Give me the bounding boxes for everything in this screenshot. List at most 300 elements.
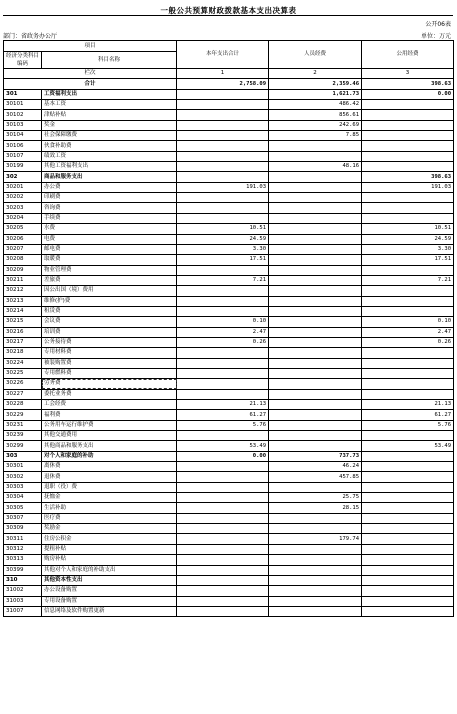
table-row	[4, 317, 454, 327]
table-row	[4, 306, 454, 316]
row-public	[362, 265, 454, 275]
row-code: 30107	[4, 151, 42, 161]
row-code: 31003	[4, 596, 42, 606]
row-personnel: 242.69	[269, 120, 362, 130]
row-code: 30213	[4, 296, 42, 306]
row-personnel	[269, 193, 362, 203]
row-total: 53.49	[177, 441, 269, 451]
row-name: 办公费	[42, 182, 177, 192]
row-total: 191.03	[177, 182, 269, 192]
row-name: 会议费	[42, 317, 177, 327]
row-name: 因公出国（境）费用	[42, 286, 177, 296]
table-row	[4, 410, 454, 420]
row-personnel	[269, 337, 362, 347]
row-public	[362, 565, 454, 575]
row-code: 30204	[4, 213, 42, 223]
row-name: 手续费	[42, 213, 177, 223]
header-total: 本年支出合计	[177, 41, 269, 69]
row-name: 专用设备购置	[42, 596, 177, 606]
row-total	[177, 575, 269, 585]
row-name: 其他资本性支出	[42, 575, 177, 585]
form-code: 公开06表	[425, 21, 451, 28]
row-public	[362, 296, 454, 306]
row-personnel	[269, 224, 362, 234]
row-total	[177, 193, 269, 203]
row-public	[362, 286, 454, 296]
row-code: 30218	[4, 348, 42, 358]
row-total	[177, 431, 269, 441]
row-personnel	[269, 524, 362, 534]
row-total	[177, 151, 269, 161]
row-public: 191.03	[362, 182, 454, 192]
row-public	[362, 348, 454, 358]
row-name: 印刷费	[42, 193, 177, 203]
row-public	[362, 389, 454, 399]
row-personnel	[269, 400, 362, 410]
table-row	[4, 472, 454, 482]
row-personnel	[269, 306, 362, 316]
row-name: 物业管理费	[42, 265, 177, 275]
row-personnel	[269, 265, 362, 275]
row-personnel: 28.15	[269, 503, 362, 513]
row-total: 0.10	[177, 317, 269, 327]
row-code: 31002	[4, 586, 42, 596]
row-code: 30207	[4, 244, 42, 254]
row-total: 24.59	[177, 234, 269, 244]
row-name: 津贴补贴	[42, 110, 177, 120]
table-row	[4, 348, 454, 358]
table-row	[4, 182, 454, 192]
row-code: 30209	[4, 265, 42, 275]
table-row	[4, 193, 454, 203]
row-personnel	[269, 410, 362, 420]
row-code: 30229	[4, 410, 42, 420]
row-personnel: 1,621.73	[269, 89, 362, 99]
row-public	[362, 462, 454, 472]
row-total: 10.51	[177, 224, 269, 234]
row-public	[362, 534, 454, 544]
row-name: 办公设备购置	[42, 586, 177, 596]
row-public	[362, 586, 454, 596]
row-public	[362, 131, 454, 141]
row-personnel	[269, 234, 362, 244]
expenditure-table	[3, 40, 454, 617]
row-total	[177, 286, 269, 296]
row-total: 2.47	[177, 327, 269, 337]
table-row	[4, 213, 454, 223]
row-total: 21.13	[177, 400, 269, 410]
row-name: 社会保障缴费	[42, 131, 177, 141]
row-code: 30216	[4, 327, 42, 337]
table-row	[4, 141, 454, 151]
row-name: 租赁费	[42, 306, 177, 316]
row-personnel: 179.74	[269, 534, 362, 544]
row-public: 0.26	[362, 337, 454, 347]
row-total	[177, 203, 269, 213]
row-total	[177, 555, 269, 565]
row-name: 公务接待费	[42, 337, 177, 347]
row-name: 伙食补助费	[42, 141, 177, 151]
table-row	[4, 462, 454, 472]
row-public	[362, 493, 454, 503]
row-public	[362, 306, 454, 316]
row-total	[177, 306, 269, 316]
row-name: 电费	[42, 234, 177, 244]
row-code: 302	[4, 172, 42, 182]
row-code: 301	[4, 89, 42, 99]
row-name: 抚恤金	[42, 493, 177, 503]
header-public: 公用经费	[362, 41, 454, 69]
row-name: 公务用车运行维护费	[42, 420, 177, 430]
row-code: 30303	[4, 482, 42, 492]
row-public	[362, 379, 454, 389]
row-personnel	[269, 275, 362, 285]
department-label: 部门：省政务办公厅	[3, 33, 58, 40]
row-code: 310	[4, 575, 42, 585]
row-name: 专用燃料费	[42, 368, 177, 378]
total-label: 合计	[4, 79, 177, 89]
table-row	[4, 379, 454, 389]
header-row-index	[4, 69, 454, 79]
row-total	[177, 565, 269, 575]
row-name: 住房公积金	[42, 534, 177, 544]
row-code: 30205	[4, 224, 42, 234]
header-class-code: 经济分类科目编码	[4, 52, 42, 69]
row-code: 30208	[4, 255, 42, 265]
row-name: 维修(护)费	[42, 296, 177, 306]
row-public	[362, 162, 454, 172]
row-personnel	[269, 172, 362, 182]
table-row	[4, 575, 454, 585]
row-total	[177, 544, 269, 554]
row-total: 3.30	[177, 244, 269, 254]
row-public: 5.76	[362, 420, 454, 430]
row-personnel	[269, 482, 362, 492]
row-name: 基本工资	[42, 100, 177, 110]
table-row	[4, 224, 454, 234]
row-personnel: 48.16	[269, 162, 362, 172]
row-personnel	[269, 431, 362, 441]
row-public	[362, 451, 454, 461]
row-total	[177, 172, 269, 182]
table-row	[4, 482, 454, 492]
row-personnel	[269, 420, 362, 430]
row-public	[362, 596, 454, 606]
row-personnel	[269, 565, 362, 575]
row-public	[362, 544, 454, 554]
row-name: 提租补贴	[42, 544, 177, 554]
row-total	[177, 213, 269, 223]
row-code: 30399	[4, 565, 42, 575]
table-row	[4, 110, 454, 120]
row-name: 生活补助	[42, 503, 177, 513]
row-code: 30103	[4, 120, 42, 130]
row-public	[362, 193, 454, 203]
row-total	[177, 462, 269, 472]
table-row	[4, 234, 454, 244]
row-code: 30231	[4, 420, 42, 430]
row-public	[362, 431, 454, 441]
row-personnel	[269, 151, 362, 161]
row-public: 10.51	[362, 224, 454, 234]
row-name: 差旅费	[42, 275, 177, 285]
header-index-2: 2	[269, 69, 362, 79]
table-row	[4, 244, 454, 254]
row-total	[177, 606, 269, 616]
table-row	[4, 400, 454, 410]
row-total	[177, 141, 269, 151]
row-public	[362, 141, 454, 151]
row-personnel	[269, 368, 362, 378]
header-row-item	[4, 41, 454, 52]
row-total	[177, 358, 269, 368]
row-name: 水费	[42, 224, 177, 234]
row-total	[177, 472, 269, 482]
row-code: 30212	[4, 286, 42, 296]
row-name: 绩效工资	[42, 151, 177, 161]
row-name: 退职（役）费	[42, 482, 177, 492]
row-code: 30299	[4, 441, 42, 451]
table-row	[4, 606, 454, 616]
total-row	[4, 79, 454, 89]
table-row	[4, 565, 454, 575]
row-name: 取暖费	[42, 255, 177, 265]
row-code: 30214	[4, 306, 42, 316]
row-name: 医疗费	[42, 513, 177, 523]
row-public	[362, 513, 454, 523]
table-row	[4, 151, 454, 161]
table-row	[4, 203, 454, 213]
row-personnel	[269, 244, 362, 254]
row-public	[362, 575, 454, 585]
row-name: 工会经费	[42, 400, 177, 410]
row-personnel: 486.42	[269, 100, 362, 110]
row-total	[177, 379, 269, 389]
table-row	[4, 503, 454, 513]
table-row	[4, 131, 454, 141]
row-total	[177, 524, 269, 534]
table-row	[4, 451, 454, 461]
table-row	[4, 296, 454, 306]
row-personnel: 25.75	[269, 493, 362, 503]
row-code: 31007	[4, 606, 42, 616]
row-personnel	[269, 606, 362, 616]
row-name: 咨询费	[42, 203, 177, 213]
row-personnel: 46.24	[269, 462, 362, 472]
row-total	[177, 534, 269, 544]
row-total: 7.21	[177, 275, 269, 285]
row-total	[177, 503, 269, 513]
row-total	[177, 513, 269, 523]
row-code: 30201	[4, 182, 42, 192]
row-personnel	[269, 555, 362, 565]
table-row	[4, 100, 454, 110]
row-public	[362, 503, 454, 513]
row-total	[177, 89, 269, 99]
row-public	[362, 524, 454, 534]
row-total	[177, 586, 269, 596]
table-row	[4, 513, 454, 523]
row-total: 5.76	[177, 420, 269, 430]
row-public	[362, 606, 454, 616]
row-public: 0.00	[362, 89, 454, 99]
row-public	[362, 151, 454, 161]
table-row	[4, 327, 454, 337]
row-total	[177, 120, 269, 130]
table-row	[4, 596, 454, 606]
row-personnel	[269, 182, 362, 192]
row-total: 0.00	[177, 451, 269, 461]
row-personnel: 737.73	[269, 451, 362, 461]
row-public	[362, 213, 454, 223]
row-name: 其他对个人和家庭的补助支出	[42, 565, 177, 575]
row-name: 购房补贴	[42, 555, 177, 565]
row-code: 30305	[4, 503, 42, 513]
row-personnel	[269, 596, 362, 606]
row-name: 委托业务费	[42, 389, 177, 399]
row-code: 30239	[4, 431, 42, 441]
row-total: 61.27	[177, 410, 269, 420]
row-personnel	[269, 317, 362, 327]
row-name: 奖励金	[42, 524, 177, 534]
row-total	[177, 110, 269, 120]
row-personnel	[269, 544, 362, 554]
table-row	[4, 420, 454, 430]
table-row	[4, 265, 454, 275]
table-row	[4, 286, 454, 296]
row-code: 30215	[4, 317, 42, 327]
row-public	[362, 482, 454, 492]
row-public	[362, 368, 454, 378]
table-row	[4, 120, 454, 130]
row-personnel	[269, 358, 362, 368]
row-public: 0.10	[362, 317, 454, 327]
row-public: 21.13	[362, 400, 454, 410]
row-code: 30101	[4, 100, 42, 110]
row-public	[362, 203, 454, 213]
row-code: 30206	[4, 234, 42, 244]
row-personnel	[269, 213, 362, 223]
row-code: 30313	[4, 555, 42, 565]
row-personnel	[269, 379, 362, 389]
row-code: 30228	[4, 400, 42, 410]
row-total	[177, 131, 269, 141]
row-name: 邮电费	[42, 244, 177, 254]
total-personnel: 2,359.46	[269, 79, 362, 89]
row-code: 30203	[4, 203, 42, 213]
table-row	[4, 89, 454, 99]
row-total: 0.26	[177, 337, 269, 347]
header-index-3: 3	[362, 69, 454, 79]
row-public	[362, 555, 454, 565]
row-name: 离休费	[42, 462, 177, 472]
row-personnel	[269, 286, 362, 296]
row-public: 2.47	[362, 327, 454, 337]
row-total	[177, 482, 269, 492]
row-personnel: 856.61	[269, 110, 362, 120]
row-name: 商品和服务支出	[42, 172, 177, 182]
row-code: 30312	[4, 544, 42, 554]
row-total	[177, 265, 269, 275]
row-personnel	[269, 327, 362, 337]
header-index-1: 1	[177, 69, 269, 79]
row-public: 17.51	[362, 255, 454, 265]
row-total	[177, 389, 269, 399]
table-row	[4, 586, 454, 596]
table-row	[4, 255, 454, 265]
row-code: 30106	[4, 141, 42, 151]
row-personnel	[269, 586, 362, 596]
row-code: 30211	[4, 275, 42, 285]
row-code: 30225	[4, 368, 42, 378]
row-total	[177, 162, 269, 172]
row-total	[177, 493, 269, 503]
row-name: 培训费	[42, 327, 177, 337]
row-public	[362, 358, 454, 368]
row-personnel	[269, 389, 362, 399]
table-row	[4, 544, 454, 554]
row-public: 7.21	[362, 275, 454, 285]
row-personnel	[269, 348, 362, 358]
report-title: 一般公共预算财政拨款基本支出决算表	[160, 6, 297, 15]
total-sum: 2,758.09	[177, 79, 269, 89]
row-code: 30311	[4, 534, 42, 544]
row-name: 其他商品和服务支出	[42, 441, 177, 451]
row-total	[177, 296, 269, 306]
row-code: 30302	[4, 472, 42, 482]
row-personnel	[269, 203, 362, 213]
row-name: 信息网络及软件购置更新	[42, 606, 177, 616]
row-name: 其他工资福利支出	[42, 162, 177, 172]
row-code: 30202	[4, 193, 42, 203]
row-personnel	[269, 141, 362, 151]
table-row	[4, 534, 454, 544]
row-name: 其他交通费用	[42, 431, 177, 441]
title-underline	[3, 15, 453, 16]
header-index-label: 栏次	[4, 69, 177, 79]
table-row	[4, 368, 454, 378]
row-code: 30104	[4, 131, 42, 141]
row-total	[177, 596, 269, 606]
header-item: 项目	[4, 41, 177, 52]
row-public	[362, 110, 454, 120]
row-code: 30301	[4, 462, 42, 472]
row-name: 退休费	[42, 472, 177, 482]
row-personnel	[269, 513, 362, 523]
row-personnel	[269, 441, 362, 451]
table-row	[4, 441, 454, 451]
row-name: 对个人和家庭的补助	[42, 451, 177, 461]
table-row	[4, 275, 454, 285]
table-row	[4, 172, 454, 182]
table-row	[4, 524, 454, 534]
table-row	[4, 358, 454, 368]
header-personnel: 人员经费	[269, 41, 362, 69]
row-total	[177, 368, 269, 378]
row-personnel	[269, 296, 362, 306]
row-public: 24.59	[362, 234, 454, 244]
row-personnel: 457.85	[269, 472, 362, 482]
row-total	[177, 100, 269, 110]
row-code: 30304	[4, 493, 42, 503]
row-public: 398.63	[362, 172, 454, 182]
row-total	[177, 348, 269, 358]
row-name: 被装购置费	[42, 358, 177, 368]
row-code: 30199	[4, 162, 42, 172]
table-row	[4, 162, 454, 172]
row-public	[362, 472, 454, 482]
row-total: 17.51	[177, 255, 269, 265]
